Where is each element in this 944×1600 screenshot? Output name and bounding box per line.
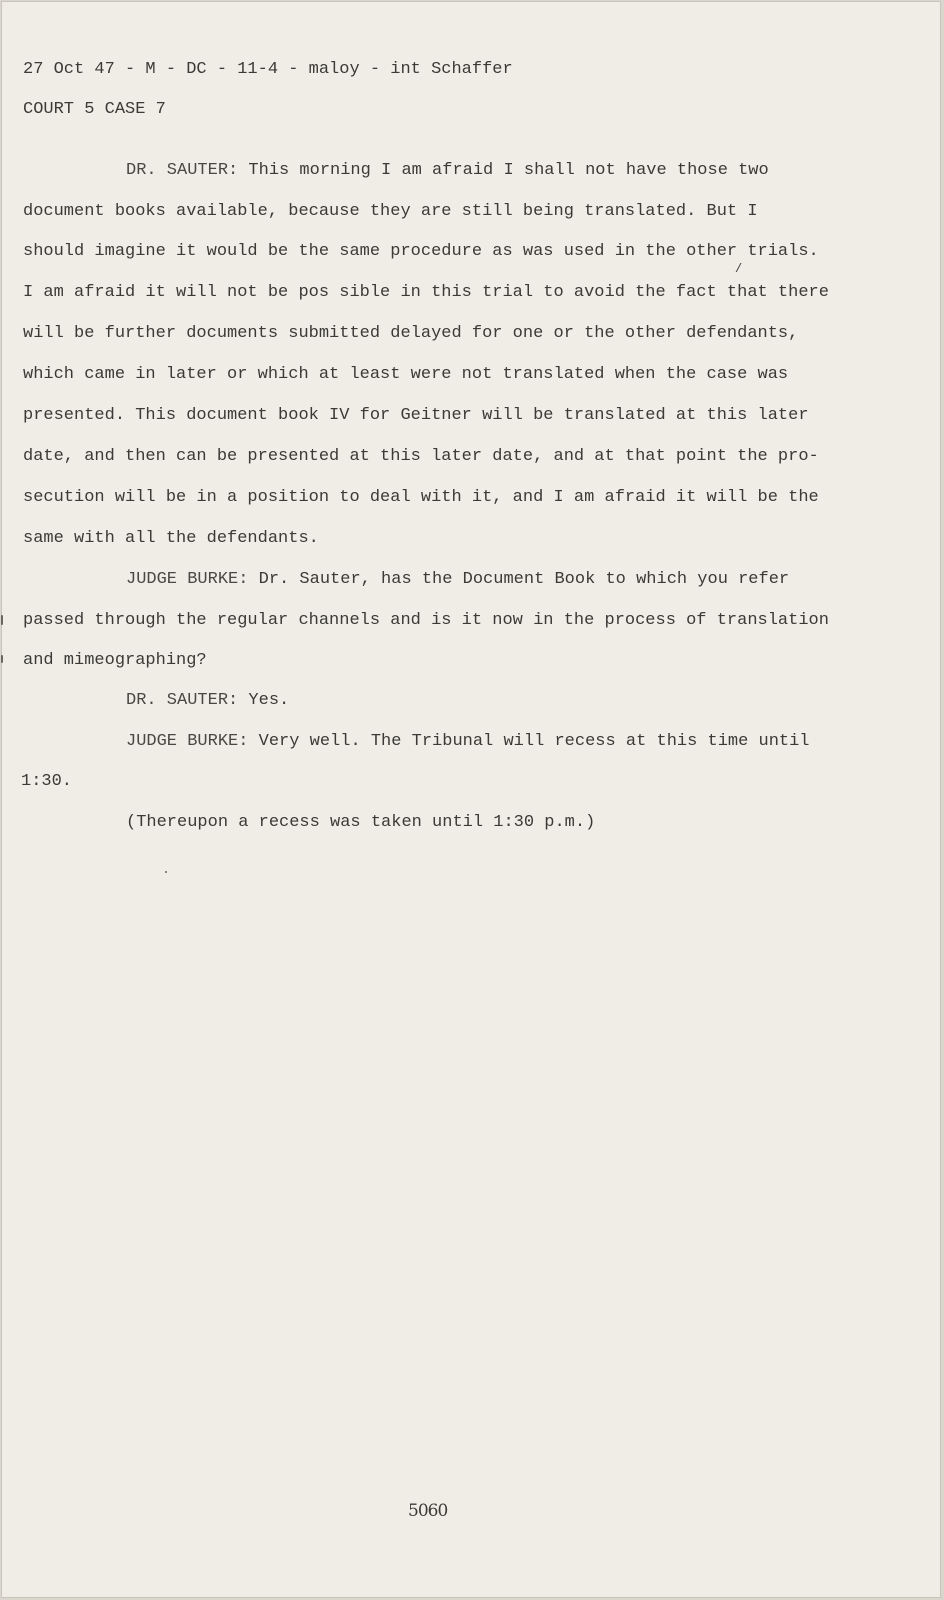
text-line: and mimeographing? — [23, 651, 207, 670]
text-line: This morning I am afraid I shall not have those two — [238, 161, 769, 180]
text-line: which came in later or which at least were not translated when the case was — [23, 365, 789, 384]
text-line: same with all the defendants. — [23, 529, 319, 548]
paragraph-burke-2 — [126, 733, 810, 750]
text-line: will be further documents submitted delayed for one or the other defendants, — [23, 324, 799, 343]
text-line: Yes. — [238, 691, 290, 710]
text-line: 1:30. — [21, 772, 73, 791]
speaker-label: JUDGE BURKE: — [126, 732, 249, 751]
speaker-label: JUDGE BURKE: — [126, 570, 249, 589]
text-line: Very well. The Tribunal will recess at this time until — [248, 732, 810, 751]
text-line: document books available, because they are still being translated. But I — [23, 202, 758, 221]
speaker-label: DR. SAUTER: — [126, 161, 239, 180]
text-line: I am afraid it will not be pos sible in this trial to avoid the fact that there — [23, 283, 829, 302]
text-line: should imagine it would be the same procedure as was used in the other trials. — [23, 242, 819, 261]
text-line: date, and then can be presented at this later date, and at that point the pro- — [23, 447, 819, 466]
speaker-label: DR. SAUTER: — [126, 691, 239, 710]
paper-speck — [165, 871, 167, 873]
court-case-line: COURT 5 CASE 7 — [23, 100, 166, 119]
recess-note: (Thereupon a recess was taken until 1:30 p.m.) — [126, 813, 596, 832]
document-page — [1, 1, 941, 1598]
paragraph-sauter-1 — [126, 162, 769, 179]
text-line: secution will be in a position to deal with it, and I am afraid it will be the — [23, 488, 819, 507]
header-line: 27 Oct 47 - M - DC - 11-4 - maloy - int Schaffer — [23, 60, 513, 79]
handwritten-mark: / — [735, 262, 743, 276]
paragraph-sauter-2 — [126, 692, 289, 709]
paper-speck — [1, 655, 3, 663]
page-number: 5060 — [408, 1501, 448, 1521]
text-line: Dr. Sauter, has the Document Book to which you refer — [248, 570, 790, 589]
text-line: passed through the regular channels and is it now in the process of translation — [23, 611, 829, 630]
text-line: presented. This document book IV for Geitner will be translated at this later — [23, 406, 809, 425]
paragraph-burke-1 — [126, 571, 789, 588]
paper-speck — [1, 615, 3, 625]
